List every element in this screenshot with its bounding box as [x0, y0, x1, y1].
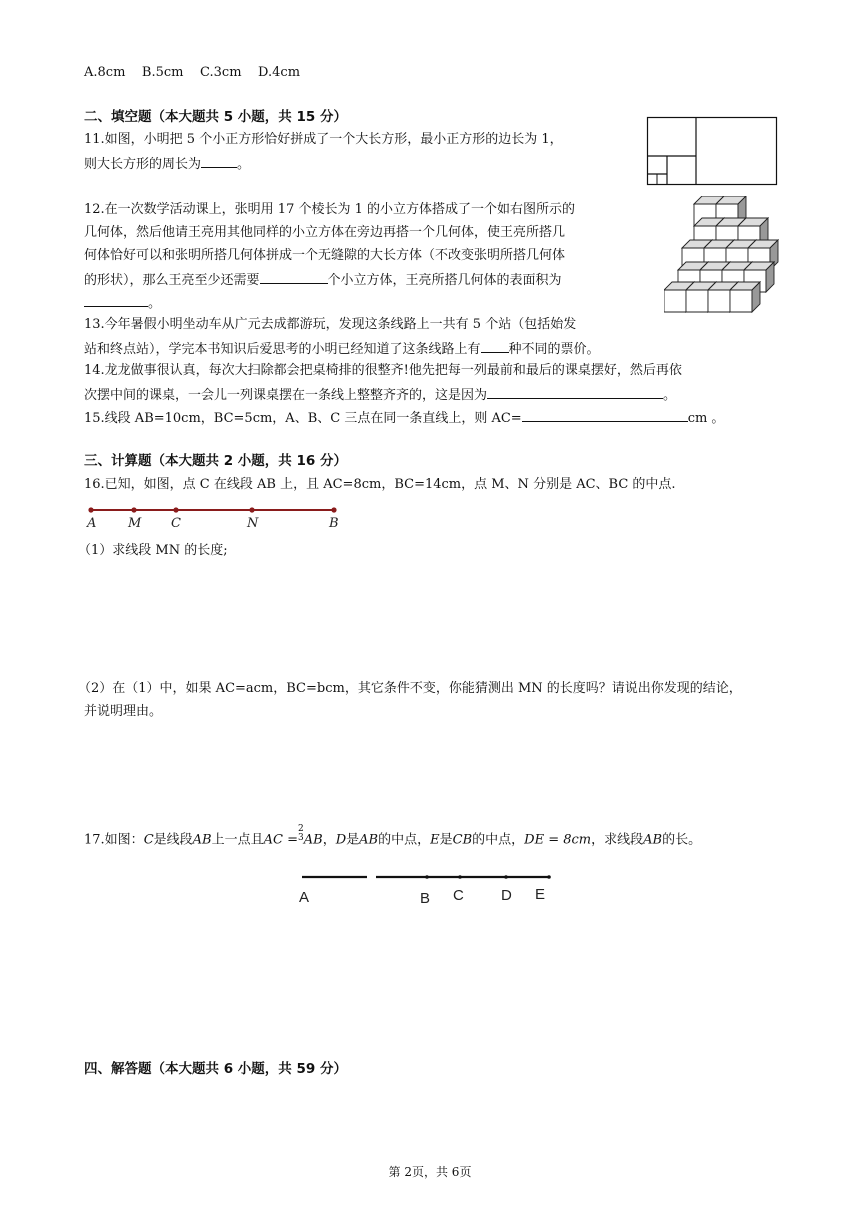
q17-CB: CB [452, 832, 473, 848]
q15-blank[interactable] [522, 408, 688, 422]
q17-AB-3: AB [643, 832, 663, 848]
q14-blank[interactable] [487, 385, 663, 399]
q15-end: cm 。 [687, 411, 725, 426]
q16-point-A [88, 507, 93, 512]
q17-label-D: D [501, 887, 512, 904]
q11-line2 [84, 154, 250, 174]
q12-line3: 何体恰好可以和张明所搭几何体拼成一个无缝隙的大长方体（不改变张明所搭几何体 [84, 248, 566, 263]
q17-line [84, 824, 702, 850]
section4-heading: 四、解答题（本大题共 6 小题，共 59 分） [84, 1061, 347, 1077]
q12-line4 [84, 270, 562, 290]
q17-t2: 是线段 [153, 832, 193, 848]
q12-line1: 12.在一次数学活动课上，张明用 17 个棱长为 1 的小立方体搭成了一个如右图所示的 [84, 202, 576, 217]
q13-end: 种不同的票价。 [508, 342, 600, 357]
q16-point-B [331, 507, 336, 512]
q16-label-A: A [87, 516, 97, 531]
section2-heading: 二、填空题（本大题共 5 小题，共 15 分） [84, 109, 347, 125]
q16-line1: 16.已知，如图，点 C 在线段 AB 上，且 AC=8cm，BC=14cm，点 M、N 分别是 AC、BC 的中点. [84, 477, 676, 492]
q16-label-C: C [171, 516, 181, 531]
q13-text: 站和终点站），学完本书知识后爱思考的小明已经知道了这条线路上有 [84, 342, 481, 357]
q16-point-N [249, 507, 254, 512]
q13-blank[interactable] [481, 339, 509, 353]
q12-text-a: 的形状），那么王亮至少还需要 [84, 273, 260, 288]
q17-C: C [143, 832, 154, 848]
q17-label-A: A [299, 889, 310, 906]
q12-line2: 几何体，然后他请王亮用其他同样的小立方体在旁边再搭一个几何体，使王亮所搭几 [84, 225, 566, 240]
q16-point-M [131, 507, 136, 512]
q17-t8: 的中点， [472, 832, 525, 848]
q17-t10: 的长。 [662, 832, 702, 848]
q12-blank-1[interactable] [260, 270, 328, 284]
q17-t5: 是 [346, 832, 360, 848]
q17-label-C: C [453, 887, 464, 904]
q14-text: 次摆中间的课桌，一会儿一列课桌摆在一条线上整整齐齐的，这是因为 [84, 388, 488, 403]
q16-part1: （1）求线段 MN 的长度; [78, 543, 228, 558]
q14-line2 [84, 385, 676, 405]
q12-end: 。 [148, 296, 162, 311]
q15-line [84, 408, 724, 428]
q14-line1: 14.龙龙做事很认真，每次大扫除都会把桌椅排的很整齐!他先把每一列最前和最后的课桌摆好，然后再依 [84, 363, 682, 378]
q16-point-C [173, 507, 178, 512]
q17-t9: ，求线段 [591, 832, 644, 848]
q17-t7: 是 [439, 832, 453, 848]
q17-frac-num: 2 [298, 824, 304, 834]
q10-options: A.8cm B.5cm C.3cm D.4cm [84, 65, 301, 80]
q17-eq2: DE = 8cm [524, 832, 592, 848]
q11-text: 则大长方形的周长为 [84, 157, 202, 172]
q12-blank-2[interactable] [84, 293, 148, 307]
q17-t3: 上一点且 [211, 832, 264, 848]
q17-label-B: B [420, 890, 431, 907]
q17-label-E: E [535, 886, 546, 903]
q17-t4: ， [322, 832, 336, 848]
q16-segment-figure [84, 502, 344, 532]
q13-line1: 13.今年暑假小明坐动车从广元去成都游玩，发现这条线路上一共有 5 个站（包括始发 [84, 317, 577, 332]
q12-text-b: 个小立方体，王亮所搭几何体的表面积为 [327, 273, 562, 288]
q15-text: 15.线段 AB=10cm，BC=5cm，A、B、C 三点在同一条直线上，则 AC= [84, 411, 522, 426]
q12-cube-figure [664, 196, 780, 314]
q16-part2-line1: （2）在（1）中，如果 AC=acm，BC=bcm，其它条件不变，你能猜测出 MN 的长度吗？请说出你发现的结论， [78, 681, 742, 696]
q17-segment-figure [292, 868, 562, 910]
q16-label-B: B [329, 516, 339, 531]
q16-label-N: N [247, 516, 259, 531]
q12-line5 [84, 293, 161, 313]
q16-part2-line2: 并说明理由。 [84, 704, 163, 719]
q17-D: D [335, 832, 347, 848]
q11-line1: 11.如图，小明把 5 个小正方形恰好拼成了一个大长方形，最小正方形的边长为 1， [84, 132, 563, 147]
q14-end: 。 [663, 388, 677, 403]
q13-line2 [84, 339, 600, 359]
page-footer: 第 2页，共 6页 [388, 1165, 472, 1179]
q17-E: E [430, 832, 440, 848]
q17-fraction [298, 825, 304, 843]
q17-t6: 的中点， [378, 832, 431, 848]
q11-blank[interactable] [201, 154, 237, 168]
q17-t1: 17.如图： [84, 832, 144, 848]
q17-AB-1: AB [192, 832, 212, 848]
q17-eq1: AC = [263, 832, 298, 848]
q11-figure [646, 116, 780, 188]
section3-heading: 三、计算题（本大题共 2 小题，共 16 分） [84, 453, 347, 469]
q17-AB-2: AB [359, 832, 379, 848]
q16-label-M: M [128, 516, 142, 531]
q17-eq1b: AB [303, 832, 323, 848]
q11-end: 。 [237, 157, 251, 172]
q17-frac-den: 3 [298, 833, 304, 843]
